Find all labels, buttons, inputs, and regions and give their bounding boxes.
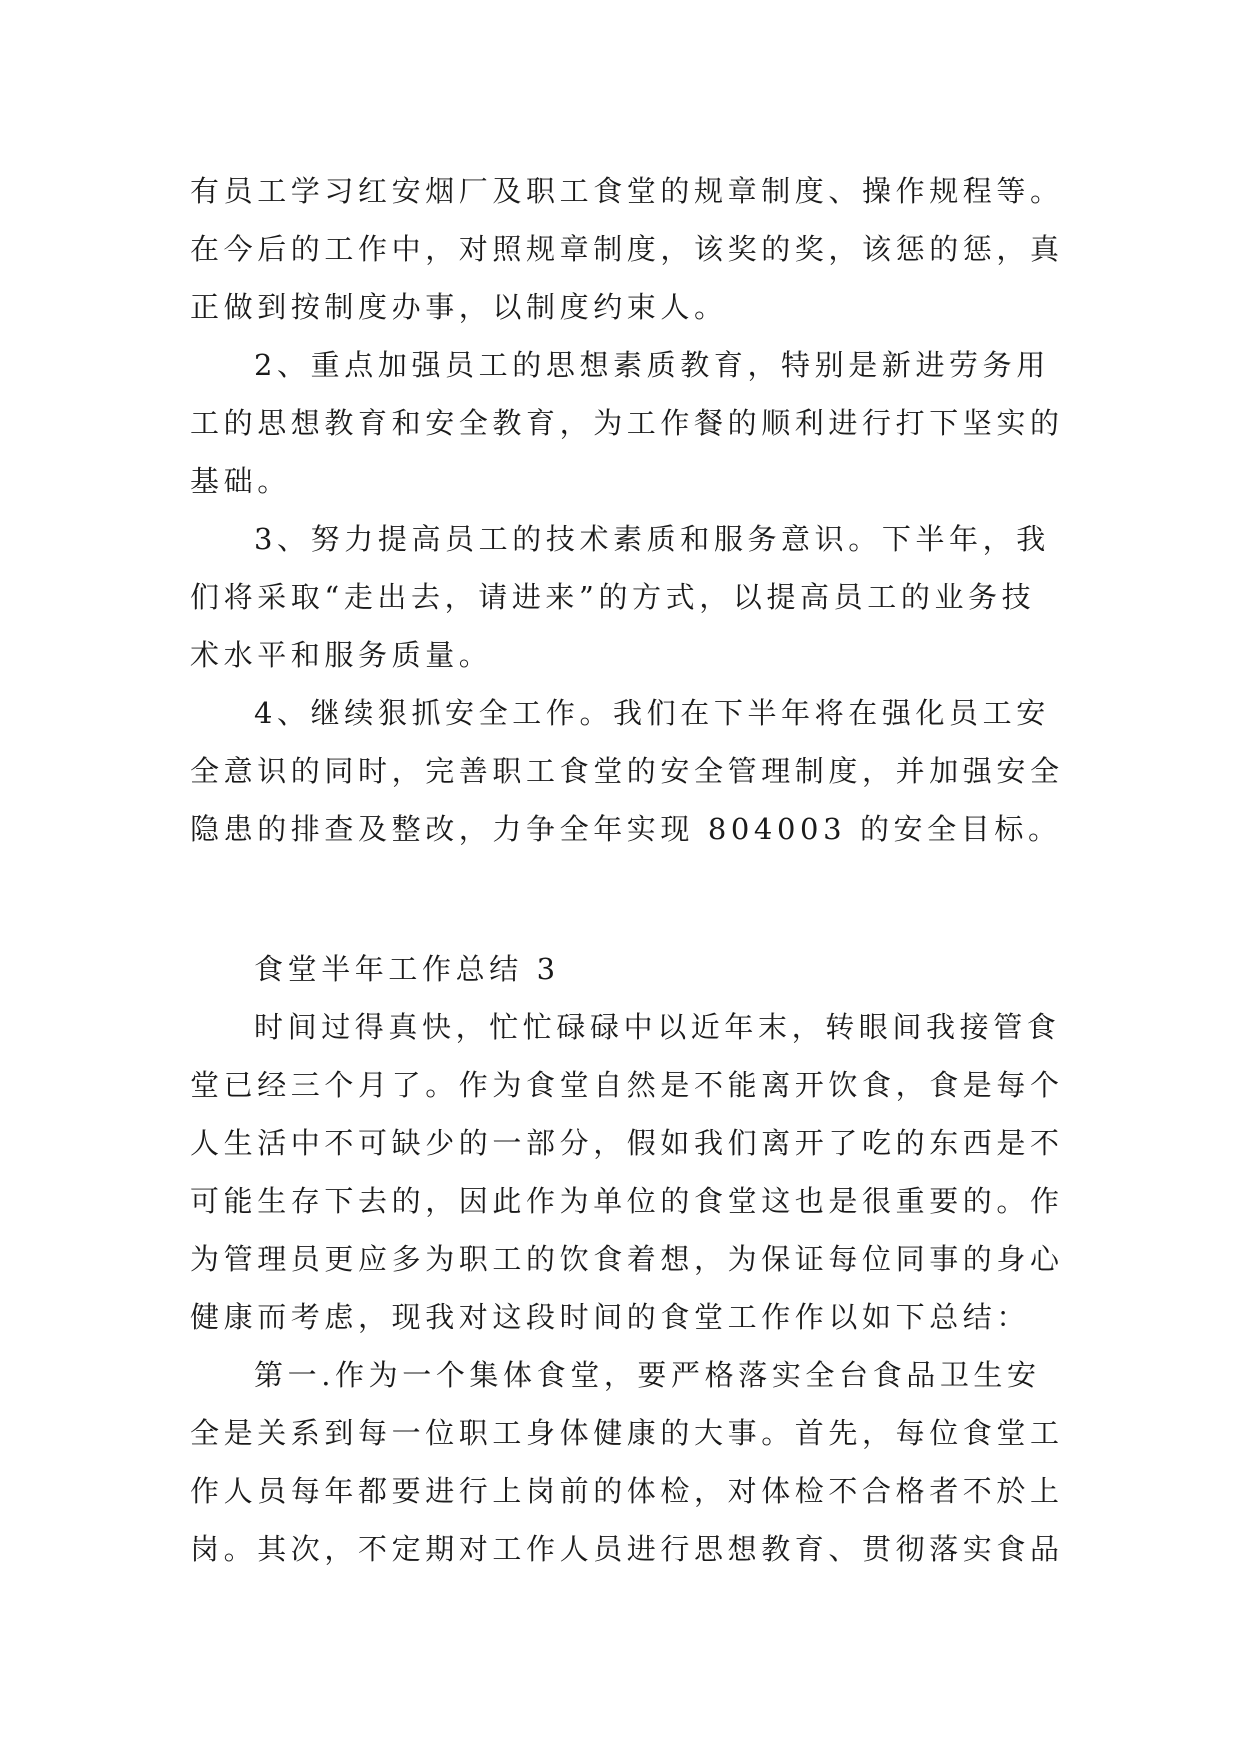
text-line: 正做到按制度办事，以制度约束人。 [190,290,728,324]
section-title: 食堂半年工作总结 3 [254,952,560,986]
document-body [190,162,1064,1578]
text-line: 全是关系到每一位职工身体健康的大事。首先，每位食堂工 [190,1416,1064,1450]
text-line: 4、继续狠抓安全工作。我们在下半年将在强化员工安 [254,696,1050,730]
section-spacer [190,858,1050,940]
text-line: 作人员每年都要进行上岗前的体检，对体检不合格者不於上 [190,1474,1064,1508]
paragraph-rules [190,162,1064,336]
text-line: 时间过得真快，忙忙碌碌中以近年末，转眼间我接管食 [254,1010,1061,1044]
text-line: 工的思想教育和安全教育，为工作餐的顺利进行打下坚实的 [190,406,1064,440]
paragraph-item-4 [190,684,1064,858]
text-line: 在今后的工作中，对照规章制度，该奖的奖，该惩的惩，真 [190,232,1064,266]
paragraph-intro [190,998,1064,1346]
text-line: 可能生存下去的，因此作为单位的食堂这也是很重要的。作 [190,1184,1064,1218]
text-line: 术水平和服务质量。 [190,638,493,672]
text-line: 健康而考虑，现我对这段时间的食堂工作作以如下总结： [190,1300,1031,1334]
text-line: 基础。 [190,464,291,498]
paragraph-first [190,1346,1064,1578]
text-line: 堂已经三个月了。作为食堂自然是不能离开饮食，食是每个 [190,1068,1064,1102]
paragraph-item-3 [190,510,1050,684]
text-line: 岗。其次，不定期对工作人员进行思想教育、贯彻落实食品 [190,1532,1064,1566]
text-line: 隐患的排查及整改，力争全年实现 804003 的安全目标。 [190,812,1062,846]
text-line: 全意识的同时，完善职工食堂的安全管理制度，并加强安全 [190,754,1064,788]
text-line: 们将采取“走出去，请进来”的方式，以提高员工的业务技 [190,580,1036,614]
text-line: 人生活中不可缺少的一部分，假如我们离开了吃的东西是不 [190,1126,1064,1160]
text-line: 3、努力提高员工的技术素质和服务意识。下半年，我 [254,522,1050,556]
text-line: 为管理员更应多为职工的饮食着想，为保证每位同事的身心 [190,1242,1064,1276]
text-line: 有员工学习红安烟厂及职工食堂的规章制度、操作规程等。 [190,174,1064,208]
paragraph-item-2 [190,336,1064,510]
text-line: 第一.作为一个集体食堂，要严格落实全台食品卫生安 [254,1358,1041,1392]
text-line: 2、重点加强员工的思想素质教育，特别是新进劳务用 [254,348,1050,382]
